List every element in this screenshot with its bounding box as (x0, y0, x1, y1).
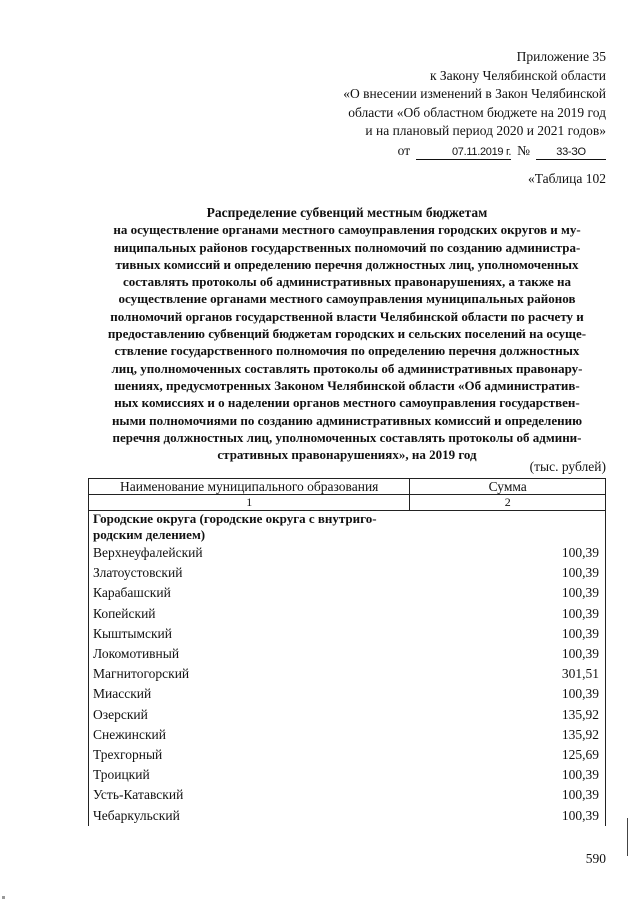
subvention-amount: 100,39 (410, 805, 606, 825)
subvention-amount: 135,92 (410, 705, 606, 725)
municipality-name: Златоустовский (89, 563, 410, 583)
heading-line: ных комиссиях и о наделении органов местного самоуправления государствен- (114, 395, 580, 411)
appendix-line: «О внесении изменений в Закон Челябинской (343, 86, 606, 102)
column-number-row (89, 495, 606, 511)
subvention-amount: 100,39 (410, 644, 606, 664)
law-number: 33-ЗО (536, 145, 606, 160)
municipality-name: Усть-Катавский (89, 785, 410, 805)
appendix-header (276, 48, 606, 161)
table-row (89, 745, 606, 765)
subvention-amount: 100,39 (410, 765, 606, 785)
municipality-name: Чебаркульский (89, 805, 410, 825)
subvention-amount: 100,39 (410, 583, 606, 603)
appendix-line: области «Об областном бюджете на 2019 год (348, 104, 606, 120)
heading-line: ниципальных районов государственных полномочий по созданию администра- (113, 239, 581, 255)
table-row (89, 583, 606, 603)
municipality-name: Магнитогорский (89, 664, 410, 684)
appendix-line: Приложение 35 (516, 49, 606, 64)
heading-line: осуществление органами местного самоуправления муниципальных районов (118, 291, 576, 307)
municipality-name: Озерский (89, 705, 410, 725)
table-row (89, 624, 606, 644)
heading-line: стративных правонарушениях», на 2019 год (217, 447, 477, 463)
unit-label: (тыс. рублей) (529, 459, 606, 474)
subvention-amount: 100,39 (410, 543, 606, 563)
group-amount (410, 511, 606, 544)
appendix-line: и на плановый период 2020 и 2021 годов» (365, 123, 606, 139)
table-row (89, 644, 606, 664)
table-row (89, 805, 606, 825)
from-label: от (397, 142, 411, 158)
law-date-number-line (276, 142, 606, 161)
subvention-amount: 125,69 (410, 745, 606, 765)
municipality-name: Снежинский (89, 725, 410, 745)
group-title (89, 511, 410, 544)
subvention-amount: 100,39 (410, 604, 606, 624)
group-row (89, 511, 606, 544)
municipality-name: Локомотивный (89, 644, 410, 664)
subvention-amount: 100,39 (410, 624, 606, 644)
table-row (89, 725, 606, 745)
scan-edge-mark (2, 896, 5, 899)
table-row (89, 664, 606, 684)
heading-line: перечня должностных лиц, уполномоченных составлять протоколы об админи- (112, 429, 582, 445)
column-number: 2 (410, 495, 606, 511)
heading-line: ными полномочиями по созданию административных комиссий и определению (111, 412, 583, 428)
number-label: № (517, 142, 530, 158)
municipality-name: Миасский (89, 684, 410, 704)
municipality-name: Кыштымский (89, 624, 410, 644)
table-row (89, 705, 606, 725)
heading-line: тивных комиссий и определению перечня должностных лиц, уполномоченных (115, 256, 579, 272)
municipality-name: Копейский (89, 604, 410, 624)
heading-line: предоставлению субвенций бюджетам городских и сельских поселений на осуще- (107, 326, 587, 342)
page-number: 590 (585, 851, 606, 866)
table-row (89, 604, 606, 624)
subvention-amount: 135,92 (410, 725, 606, 745)
heading-line: полномочий органов государственной власти Челябинской области по расчету и (110, 308, 584, 324)
municipality-name: Трехгорный (89, 745, 410, 765)
table-row (89, 684, 606, 704)
appendix-line: к Закону Челябинской области (429, 67, 606, 83)
table-label: «Таблица 102 (528, 171, 606, 186)
heading-line: шениях, предусмотренных Законом Челябинской области «Об административ- (114, 377, 580, 393)
municipality-name: Троицкий (89, 765, 410, 785)
group-title-line: родским делением) (93, 527, 206, 542)
subventions-table (88, 478, 606, 826)
table-row (89, 543, 606, 563)
heading-line: ствление государственного полномочия по определению перечня должностных (114, 343, 580, 359)
heading-line: составлять протоколы об административных правонарушениях, а также на (122, 274, 572, 290)
table-row (89, 765, 606, 785)
subvention-amount: 100,39 (410, 785, 606, 805)
column-header-name: Наименование муниципального образования (89, 479, 410, 495)
heading-line: на осуществление органами местного самоуправления городских округов и му- (113, 222, 581, 238)
group-title-line: Городские округа (городские округа с внутриго- (93, 511, 377, 526)
heading-line: лиц, уполномоченных составлять протоколы об административных правонару- (111, 360, 583, 376)
table-row (89, 563, 606, 583)
subvention-amount: 301,51 (410, 664, 606, 684)
column-number: 1 (89, 495, 410, 511)
table-header-row (89, 479, 606, 495)
column-header-amount: Сумма (410, 479, 606, 495)
subvention-amount: 100,39 (410, 563, 606, 583)
law-date: 07.11.2019 г. (416, 145, 511, 160)
scan-edge-line (627, 818, 628, 856)
municipality-name: Верхнеуфалейский (89, 543, 410, 563)
document-heading (88, 204, 606, 463)
heading-title: Распределение субвенций местным бюджетам (206, 205, 488, 220)
table-row (89, 785, 606, 805)
municipality-name: Карабашский (89, 583, 410, 603)
subvention-amount: 100,39 (410, 684, 606, 704)
